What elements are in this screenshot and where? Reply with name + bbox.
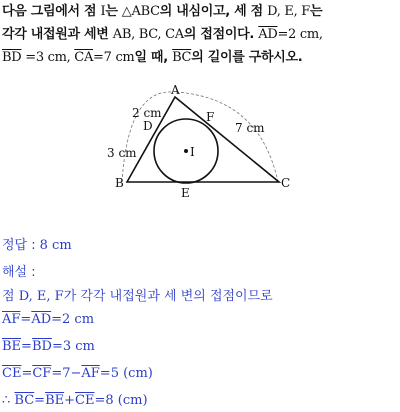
q1-a: 다음 그림에서 점	[2, 4, 101, 19]
step4-value: =8 (cm)	[94, 393, 148, 408]
step1-af: $\overline{AF}$	[2, 312, 21, 327]
label-c: C	[281, 176, 291, 190]
question-line-1	[2, 0, 398, 23]
q1-point-i: I	[100, 4, 106, 19]
question-line-2	[2, 23, 398, 46]
step3-af: $\overline{AF}$	[81, 366, 100, 381]
q3-value-ca: =7 cm	[93, 50, 135, 65]
question-text	[2, 0, 398, 69]
q2-a: 각각 내접원과 세변	[2, 27, 113, 42]
q3-value-bd: =3 cm,	[21, 50, 75, 65]
length-ad: 2 cm	[132, 106, 162, 120]
q3-segment-bd: $\overline{BD}$	[2, 50, 22, 65]
q3-segment-bc: $\overline{BC}$	[172, 50, 192, 65]
step4-plus: +	[64, 393, 76, 408]
triangle-figure	[100, 84, 300, 206]
step4-bc: $\overline{BC}$	[14, 393, 35, 408]
q2-value: =2 cm,	[277, 27, 323, 42]
label-f: F	[206, 110, 215, 124]
step2-eq: =	[21, 339, 32, 354]
q3-segment-ca: $\overline{CA}$	[74, 50, 94, 65]
answer-label: 정답 :	[2, 238, 36, 253]
question-line-3	[2, 46, 398, 69]
q2-segment-ad: $\overline{AD}$	[258, 27, 278, 42]
explanation-step-3	[2, 366, 153, 381]
explanation-step-2	[2, 339, 95, 354]
length-ca: 7 cm	[235, 121, 265, 135]
q3-e: 일 때,	[134, 50, 173, 65]
therefore-symbol: ∴	[2, 393, 11, 408]
intro-c: 가 각각 내접원과 세 변의 접점이므로	[63, 289, 273, 304]
incenter-point	[184, 149, 188, 153]
q2-sides: AB, BC, CA	[112, 27, 184, 42]
step4-eq: =	[34, 393, 46, 408]
step4-ce: $\overline{CE}$	[75, 393, 95, 408]
label-a: A	[171, 84, 180, 97]
triangle-diagram	[100, 84, 300, 206]
answer	[2, 234, 72, 253]
q2-c: 의 접점이다.	[183, 27, 259, 42]
label-e: E	[181, 186, 190, 200]
label-d: D	[143, 119, 153, 133]
q1-points: D, E, F	[267, 4, 311, 19]
q1-triangle: ABC	[131, 4, 160, 19]
step1-value: =2 cm	[51, 312, 95, 327]
answer-value: 8 cm	[39, 238, 72, 253]
q1-c: 는 △	[105, 4, 132, 19]
step2-be: $\overline{BE}$	[2, 339, 22, 354]
intro-points: D, E, F	[18, 289, 64, 304]
step3-eq: =	[21, 366, 33, 381]
q3-g: 의 길이를 구하시오.	[191, 50, 303, 65]
q1-g: 는	[310, 4, 323, 19]
q1-e: 의 내심이고, 세 점	[159, 4, 268, 19]
explanation-title: 해설 :	[2, 265, 36, 280]
step3-minus: =7−	[51, 366, 82, 381]
step3-ce: $\overline{CE}$	[2, 366, 22, 381]
explanation-intro	[2, 285, 273, 304]
label-b: B	[115, 176, 124, 190]
step2-value: =3 cm	[51, 339, 95, 354]
explanation-step-4	[2, 393, 148, 408]
step3-value: =5 (cm)	[99, 366, 153, 381]
step1-ad: $\overline{AD}$	[31, 312, 52, 327]
intro-a: 점	[2, 289, 19, 304]
explanation-step-1	[2, 312, 94, 327]
step4-be: $\overline{BE}$	[45, 393, 65, 408]
step2-bd: $\overline{BD}$	[31, 339, 52, 354]
step3-cf: $\overline{CF}$	[32, 366, 52, 381]
label-i: I	[190, 145, 195, 159]
step1-eq: =	[20, 312, 32, 327]
length-bd: 3 cm	[107, 146, 137, 160]
